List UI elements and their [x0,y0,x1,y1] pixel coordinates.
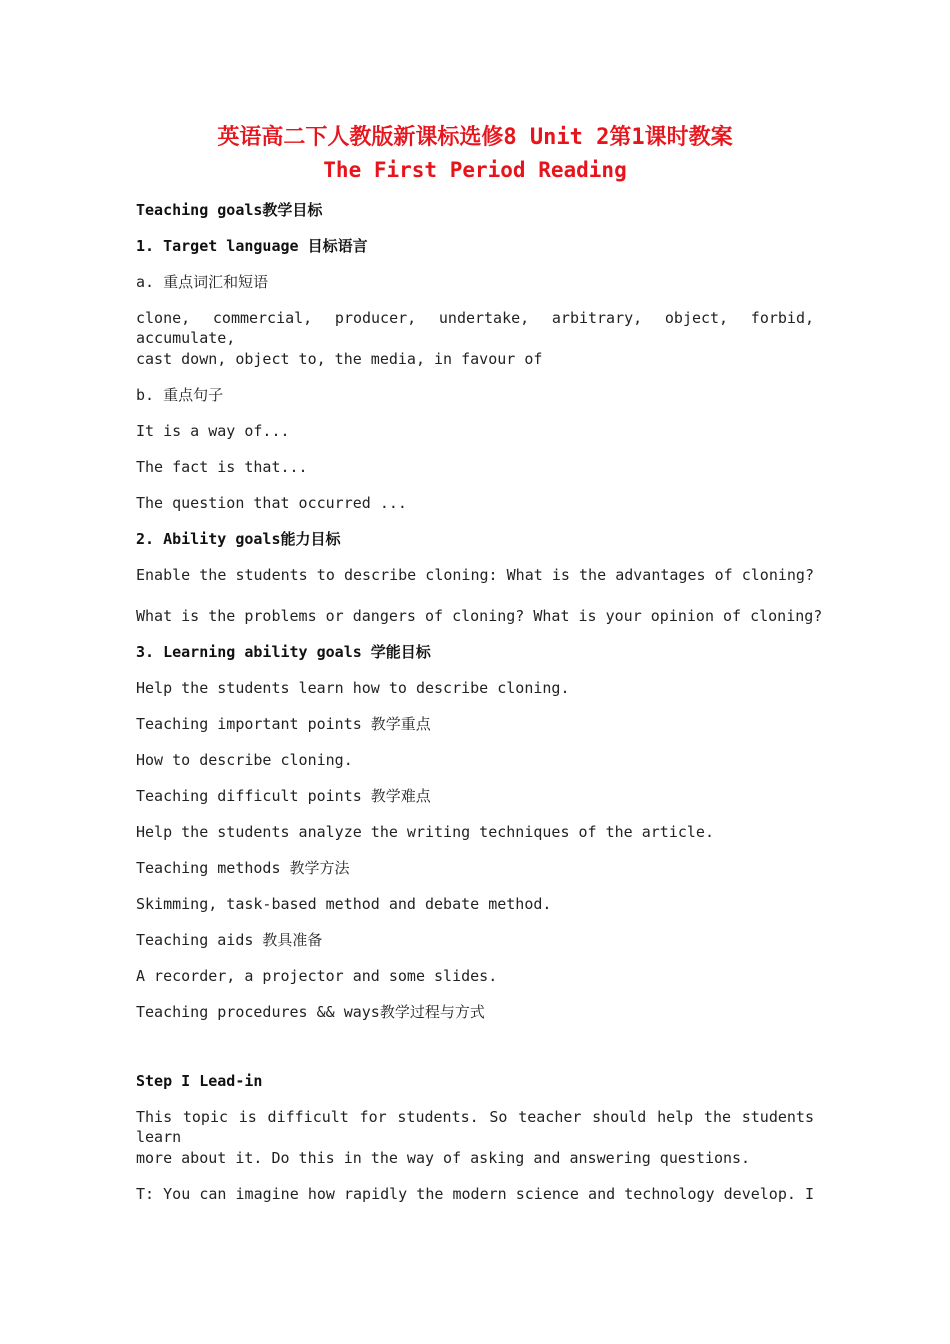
important-points-heading: Teaching important points 教学重点 [136,715,431,733]
teaching-procedures-heading: Teaching procedures && ways教学过程与方式 [136,1003,485,1021]
sentence-2: The fact is that... [136,458,308,476]
key-vocab-label: a. 重点词汇和短语 [136,273,269,291]
step-1-line-3: T: You can imagine how rapidly the modern science and technology develop. I [136,1185,814,1203]
step-1-line-1: This topic is difficult for students. So teacher should help the students learn [136,1108,814,1146]
sentence-1: It is a way of... [136,422,290,440]
vocab-line-1: clone, commercial, producer, undertake, arbitrary, object, forbid, accumulate, [136,309,814,347]
step-1-line-2: more about it. Do this in the way of asking and answering questions. [136,1149,751,1167]
document-subtitle: The First Period Reading [323,158,627,182]
difficult-points-text: Help the students analyze the writing techniques of the article. [136,823,714,841]
important-points-text: How to describe cloning. [136,751,353,769]
key-sentences-label: b. 重点句子 [136,386,224,404]
learning-ability-text: Help the students learn how to describe cloning. [136,679,570,697]
teaching-goals-heading: Teaching goals教学目标 [136,201,323,219]
ability-goals-line-1: Enable the students to describe cloning: What is the advantages of cloning? [136,566,814,584]
teaching-methods-text: Skimming, task-based method and debate method. [136,895,552,913]
ability-goals-line-2: What is the problems or dangers of cloning? What is your opinion of cloning? [136,607,823,625]
vocab-line-2: cast down, object to, the media, in favour of [136,350,543,368]
document-title: 英语高二下人教版新课标选修8 Unit 2第1课时教案 [217,125,733,150]
teaching-aids-heading: Teaching aids 教具准备 [136,931,323,949]
sentence-3: The question that occurred ... [136,494,407,512]
teaching-methods-heading: Teaching methods 教学方法 [136,859,350,877]
learning-ability-heading: 3. Learning ability goals 学能目标 [136,643,431,661]
teaching-aids-text: A recorder, a projector and some slides. [136,967,498,985]
ability-goals-heading: 2. Ability goals能力目标 [136,530,341,548]
target-language-heading: 1. Target language 目标语言 [136,237,368,255]
difficult-points-heading: Teaching difficult points 教学难点 [136,787,431,805]
step-1-heading: Step I Lead-in [136,1072,263,1090]
